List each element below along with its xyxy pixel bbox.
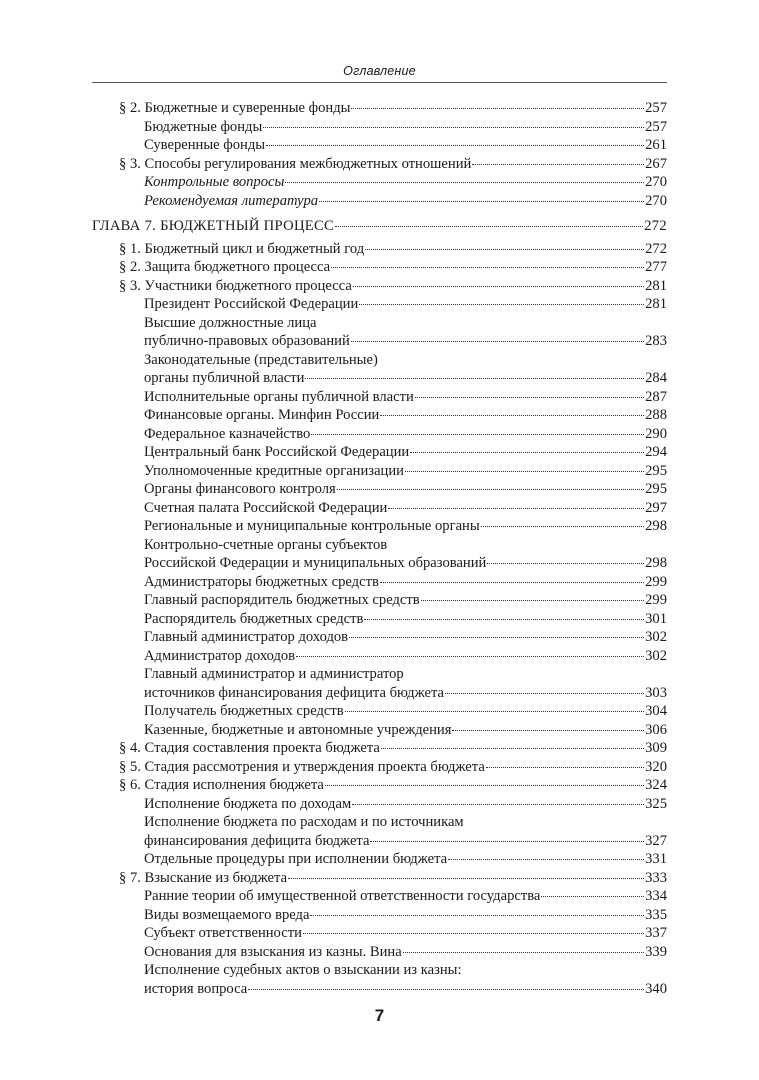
toc-entry-page: 295 — [645, 481, 667, 497]
toc-entry-page: 272 — [644, 218, 667, 234]
dot-leader — [285, 182, 644, 183]
dot-leader — [388, 508, 644, 509]
toc-entry-title: Виды возмещаемого вреда — [144, 906, 310, 923]
toc-section — [92, 99, 667, 118]
toc-entry-title: Администратор доходов — [144, 647, 296, 664]
dot-leader — [370, 841, 644, 842]
toc-subsection — [92, 850, 667, 869]
toc-section — [92, 155, 667, 174]
dot-leader — [487, 563, 644, 564]
toc-entry-title: Суверенные фонды — [144, 137, 266, 153]
page-number: 7 — [374, 1006, 385, 1025]
dot-leader — [353, 286, 644, 287]
toc-subsection — [92, 924, 667, 943]
toc-entry-title: Рекомендуемая литература — [144, 192, 319, 209]
toc-entry-title: Центральный банк Российской Федерации — [144, 444, 410, 460]
toc-subsection — [92, 406, 667, 425]
toc-entry-title: Распорядитель бюджетных средств — [144, 610, 364, 627]
toc-entry-title: история вопроса — [144, 980, 248, 997]
toc-entry-page: 337 — [645, 925, 667, 941]
toc-section — [92, 739, 667, 758]
toc-entry-title: Счетная палата Российской Федерации — [144, 499, 388, 516]
toc-entry-page: 261 — [645, 137, 667, 153]
dot-leader — [311, 434, 644, 435]
toc-entry-title: Российской Федерации и муниципальных образований — [144, 555, 487, 571]
toc-entry-page: 324 — [645, 777, 667, 793]
toc-entry-page: 257 — [645, 100, 667, 116]
toc-subsection — [92, 480, 667, 499]
toc-subsection — [92, 813, 667, 832]
dot-leader — [345, 711, 644, 712]
toc-entry-page: 309 — [645, 740, 667, 756]
toc-subsection — [92, 443, 667, 462]
toc-entry-title: Основания для взыскания из казны. Вина — [144, 943, 402, 960]
toc-subsection — [92, 702, 667, 721]
dot-leader — [288, 878, 644, 879]
toc-entry-page: 325 — [645, 795, 667, 812]
toc-entry-title: § 2. Бюджетные и суверенные фонды — [119, 100, 351, 116]
toc-subsection — [92, 980, 667, 999]
toc-entry-title: Субъект ответственности — [144, 925, 302, 941]
dot-leader — [403, 952, 644, 953]
dot-leader — [445, 693, 644, 694]
toc-subsection — [92, 554, 667, 573]
toc-entry-title: Региональные и муниципальные контрольные органы — [144, 518, 480, 534]
toc-entry-title: Исполнительные органы публичной власти — [144, 388, 414, 405]
toc-entry-title: Ранние теории об имущественной ответственности государства — [144, 888, 541, 904]
toc-entry-page: 294 — [645, 444, 667, 460]
toc-subsection — [92, 795, 667, 814]
toc-entry-title: § 6. Стадия исполнения бюджета — [119, 777, 324, 793]
toc-subsection — [92, 887, 667, 906]
toc-entry-page: 281 — [645, 296, 667, 312]
toc-subsection — [92, 628, 667, 647]
toc-entry-title: Исполнение бюджета по доходам — [144, 795, 352, 812]
toc-entry-page: 270 — [645, 192, 667, 209]
toc-entry-page: 302 — [645, 629, 667, 645]
dot-leader — [310, 915, 644, 916]
toc-entry-page: 277 — [645, 259, 667, 275]
dot-leader — [381, 748, 644, 749]
dot-leader — [303, 933, 644, 934]
toc-subsection — [92, 332, 667, 351]
toc-entry-page: 267 — [645, 155, 667, 172]
toc-subsection — [92, 388, 667, 407]
dot-leader — [486, 767, 644, 768]
toc-entry-title: Получатель бюджетных средств — [144, 703, 344, 719]
toc-entry-title: Исполнение судебных актов о взыскании из казны: — [144, 962, 462, 978]
toc-entry-page: 339 — [645, 943, 667, 960]
toc-entry-title: Главный распорядитель бюджетных средств — [144, 592, 420, 608]
toc-subsection — [92, 684, 667, 703]
toc-section — [92, 869, 667, 888]
toc-entry-page: 299 — [645, 592, 667, 608]
toc-entry-title: § 7. Взыскание из бюджета — [119, 869, 288, 886]
toc-entry-page: 283 — [645, 333, 667, 349]
toc-subsection — [92, 591, 667, 610]
toc-entry-title: Главный администратор доходов — [144, 629, 349, 645]
toc-entry-page: 270 — [645, 174, 667, 190]
toc-entry-title: Главный администратор и администратор — [144, 666, 404, 682]
toc-entry-title: Контрольные вопросы — [144, 174, 285, 190]
dot-leader — [335, 226, 643, 227]
dot-leader — [331, 267, 644, 268]
running-head: Оглавление — [343, 64, 416, 78]
dot-leader — [325, 785, 644, 786]
toc-entry-title: финансирования дефицита бюджета — [144, 832, 370, 849]
dot-leader — [364, 619, 644, 620]
dot-leader — [380, 415, 644, 416]
toc-subsection — [92, 369, 667, 388]
toc-entry-page: 335 — [645, 906, 667, 923]
dot-leader — [337, 489, 644, 490]
dot-leader — [352, 804, 644, 805]
toc-entry-page: 303 — [645, 684, 667, 701]
toc-entry-page: 272 — [645, 240, 667, 257]
toc-entry-title: ГЛАВА 7. БЮДЖЕТНЫЙ ПРОЦЕСС — [92, 218, 335, 234]
toc-entry-title: § 5. Стадия рассмотрения и утверждения проекта бюджета — [119, 758, 485, 775]
toc-entry-title: Уполномоченные кредитные организации — [144, 462, 404, 479]
dot-leader — [481, 526, 644, 527]
toc-subsection — [92, 906, 667, 925]
toc-entry-page: 334 — [645, 888, 667, 904]
dot-leader — [305, 378, 644, 379]
dot-leader — [405, 471, 644, 472]
toc-subsection — [92, 536, 667, 555]
toc-subsection — [92, 173, 667, 192]
toc-entry-page: 331 — [645, 851, 667, 867]
toc-subsection — [92, 573, 667, 592]
toc-entry-page: 302 — [645, 647, 667, 664]
dot-leader — [380, 582, 644, 583]
toc-subsection — [92, 610, 667, 629]
toc-subsection — [92, 499, 667, 518]
toc-entry-page: 288 — [645, 407, 667, 423]
toc-subsection — [92, 517, 667, 536]
toc-entry-page: 284 — [645, 370, 667, 386]
dot-leader — [448, 859, 644, 860]
toc-entry-page: 290 — [645, 425, 667, 442]
toc-subsection — [92, 136, 667, 155]
header-rule — [92, 82, 667, 83]
toc-entry-title: Федеральное казначейство — [144, 425, 311, 442]
toc-entry-page: 320 — [645, 758, 667, 775]
dot-leader — [351, 341, 644, 342]
toc-entry-page: 295 — [645, 462, 667, 479]
toc-entry-title: § 3. Участники бюджетного процесса — [119, 277, 352, 294]
toc-subsection — [92, 118, 667, 137]
dot-leader — [349, 637, 644, 638]
dot-leader — [452, 730, 644, 731]
toc-entry-page: 298 — [645, 555, 667, 571]
toc-subsection — [92, 961, 667, 980]
dot-leader — [365, 249, 644, 250]
toc-entry-title: Исполнение бюджета по расходам и по источникам — [144, 814, 464, 830]
dot-leader — [421, 600, 644, 601]
toc-entry-title: Отдельные процедуры при исполнении бюджета — [144, 851, 448, 867]
toc-entry-title: источников финансирования дефицита бюджета — [144, 684, 444, 701]
toc-section — [92, 758, 667, 777]
toc-entry-page: 281 — [645, 277, 667, 294]
toc-entry-title: § 2. Защита бюджетного процесса — [119, 259, 331, 275]
dot-leader — [266, 145, 644, 146]
dot-leader — [319, 201, 644, 202]
toc-entry-title: § 1. Бюджетный цикл и бюджетный год — [119, 240, 365, 257]
toc-subsection — [92, 425, 667, 444]
toc-section — [92, 277, 667, 296]
dot-leader — [359, 304, 644, 305]
toc-entry-title: Казенные, бюджетные и автономные учреждения — [144, 721, 452, 738]
toc-entry-page: 298 — [645, 518, 667, 534]
toc-subsection — [92, 295, 667, 314]
toc-entry-title: Президент Российской Федерации — [144, 296, 359, 312]
toc-subsection — [92, 647, 667, 666]
toc-section — [92, 258, 667, 277]
toc-entry-page: 297 — [645, 499, 667, 516]
dot-leader — [415, 397, 644, 398]
toc-subsection — [92, 943, 667, 962]
toc-entry-title: Финансовые органы. Минфин России — [144, 407, 380, 423]
toc-entry-title: Бюджетные фонды — [144, 118, 263, 135]
toc-subsection — [92, 351, 667, 370]
toc-section — [92, 240, 667, 259]
toc-subsection — [92, 314, 667, 333]
toc-subsection — [92, 192, 667, 211]
toc-subsection — [92, 665, 667, 684]
toc-entry-title: Контрольно-счетные органы субъектов — [144, 536, 388, 553]
toc-entry-page: 333 — [645, 869, 667, 886]
toc-entry-title: § 4. Стадия составления проекта бюджета — [119, 740, 380, 756]
toc-entry-title: § 3. Способы регулирования межбюджетных отношений — [119, 155, 472, 172]
dot-leader — [263, 127, 644, 128]
toc-chapter — [92, 217, 667, 236]
dot-leader — [541, 896, 644, 897]
toc-entry-title: Законодательные (представительные) — [144, 351, 378, 368]
toc-entry-page: 304 — [645, 703, 667, 719]
toc-entry-page: 287 — [645, 388, 667, 405]
toc-entry-title: публично-правовых образований — [144, 333, 350, 349]
toc-section — [92, 776, 667, 795]
dot-leader — [351, 108, 644, 109]
toc-entry-title: органы публичной власти — [144, 370, 305, 386]
dot-leader — [472, 164, 644, 165]
toc-subsection — [92, 462, 667, 481]
dot-leader — [410, 452, 644, 453]
toc-entry-page: 257 — [645, 118, 667, 135]
toc-entry-page: 306 — [645, 721, 667, 738]
toc-subsection — [92, 721, 667, 740]
table-of-contents — [92, 99, 667, 998]
dot-leader — [296, 656, 644, 657]
toc-subsection — [92, 832, 667, 851]
toc-entry-page: 327 — [645, 832, 667, 849]
toc-entry-title: Администраторы бюджетных средств — [144, 573, 379, 590]
toc-entry-title: Органы финансового контроля — [144, 481, 336, 497]
toc-entry-title: Высшие должностные лица — [144, 314, 317, 331]
toc-entry-page: 340 — [645, 980, 667, 997]
toc-entry-page: 299 — [645, 573, 667, 590]
dot-leader — [248, 989, 644, 990]
toc-entry-page: 301 — [645, 610, 667, 627]
